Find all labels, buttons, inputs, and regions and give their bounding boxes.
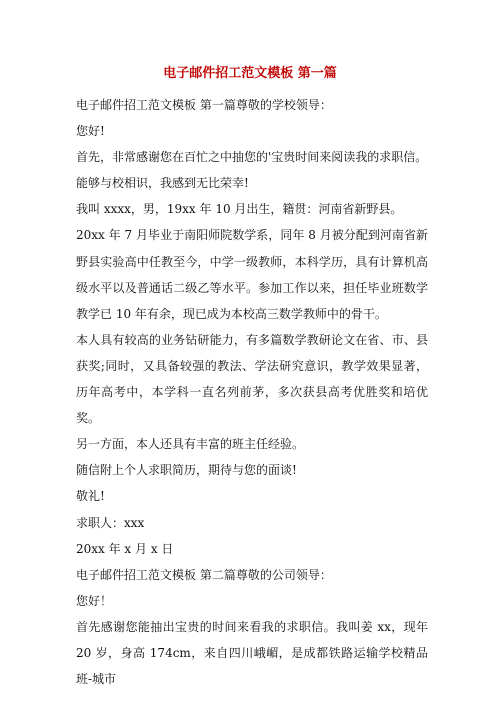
paragraph-attachment: 随信附上个人求职简历，期待与您的面谈! [76, 463, 297, 478]
closing-salute: 敬礼! [76, 489, 105, 504]
paragraph-intro: 我叫 xxxx，男，19xx 年 10 月出生，籍贯：河南省新野县。 [76, 202, 403, 217]
greeting-line-2: 电子邮件招工范文模板 第二篇尊敬的公司领导： [76, 567, 332, 582]
paragraph-abilities: 本人具有较高的业务钻研能力，有多篇数学教研论文在省、市、县获奖;同时，又具备较强的教法、学法研究意识，教学效果显著，历年高考中，本学科一直名列前茅，多次获县高考优胜奖和培优奖。 [76, 332, 428, 426]
paragraph-thanks: 首先，非常感谢您在百忙之中抽您的'宝贵时间来阅读我的求职信。 [76, 150, 428, 165]
salutation-1: 您好! [76, 124, 105, 139]
paragraph-experience: 另一方面，本人还具有丰富的班主任经验。 [76, 437, 305, 452]
signature-date: 20xx 年 x 月 x 日 [76, 541, 174, 556]
paragraph-honored: 能够与校相识，我感到无比荣幸! [76, 176, 249, 191]
greeting-line-1: 电子邮件招工范文模板 第一篇尊敬的学校领导： [76, 98, 332, 112]
document-title: 电子邮件招工范文模板 第一篇 [163, 66, 337, 81]
salutation-2: 您好！ [76, 593, 113, 608]
paragraph-education: 20xx 年 7 月毕业于南阳师院数学系，同年 8 月被分配到河南省新野县实验高中任教至今，中学一级教师，本科学历，具有计算机高级水平以及普通话二级乙等水平。参加工作以来，担任毕业班数学教学已 10 年有余，现已成为本校高三数学教师中的骨干。 [76, 228, 428, 321]
signature-applicant: 求职人：xxx [76, 515, 145, 530]
document-body [76, 92, 428, 692]
paragraph-second-letter: 首先感谢您能抽出宝贵的时间来看我的求职信。我叫姜 xx，现年 20 岁，身高 174cm，来自四川峨嵋，是成都铁路运输学校精品班-城市 [76, 619, 428, 687]
